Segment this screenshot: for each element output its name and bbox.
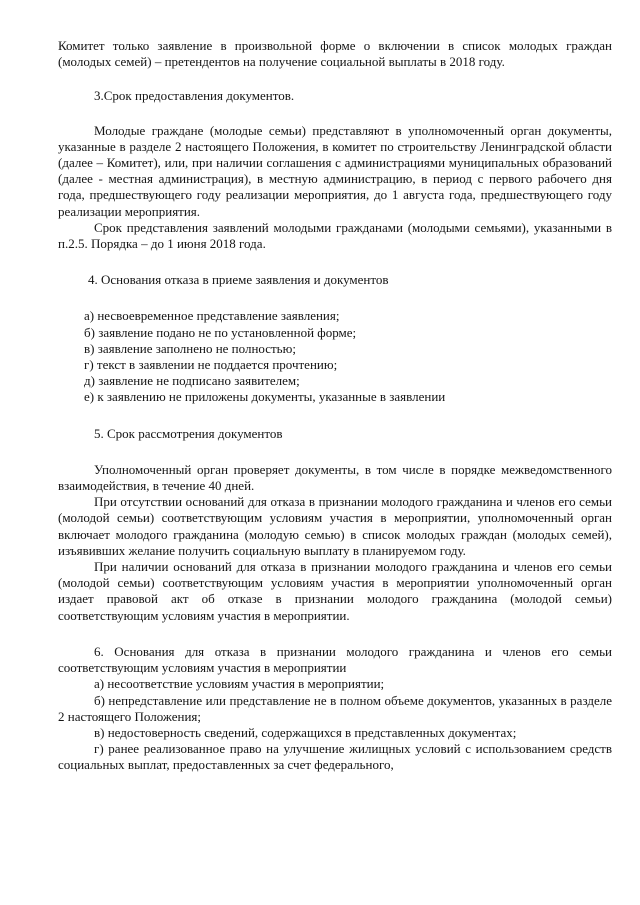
list-item: г) текст в заявлении не поддается прочтению;	[84, 357, 338, 373]
section-3-paragraph-2: Срок представления заявлений молодыми гражданами (молодыми семьями), указанными в п.2.5. Порядка – до 1 июня 2018 года.	[58, 219, 612, 252]
section-5-paragraph-2: При отсутствии оснований для отказа в признании молодого гражданина и членов его семьи (молодой семьи) соответствующим условиям участия в мероприятии, уполномоченный орган включает молодого гражданина (молодую семью) в список молодых граждан (молодых семей), изъявивших желание получить социальную выплату в планируемом году.	[58, 494, 612, 558]
list-item: б) заявление подано не по установленной форме;	[84, 324, 357, 340]
list-item: а) несвоевременное представление заявления;	[84, 308, 340, 324]
section-3-heading: 3.Срок предоставления документов.	[94, 88, 295, 104]
intro-paragraph: Комитет только заявление в произвольной форме о включении в список молодых граждан (молодых семей) – претендентов на получение социальной выплаты в 2018 году.	[58, 38, 612, 70]
section-4-list	[58, 308, 612, 405]
list-item: б) непредставление или представление не в полном объеме документов, указанных в разделе 2 настоящего Положения;	[58, 692, 612, 724]
list-item: в) заявление заполнено не полностью;	[84, 340, 296, 356]
section-3-paragraph-1: Молодые граждане (молодые семьи) представляют в уполномоченный орган документы, указанные в разделе 2 настоящего Положения, в комитет по строительству Ленинградской области (далее – Комитет), или, при наличии соглашения с администрациями муниципальных образований (далее - местная администрация), в местную администрацию, в период с первого рабочего дня года, предшествующего году реализации мероприятия, до 1 августа года, предшествующего году реализации мероприятия.	[58, 122, 612, 219]
section-5-paragraph-1: Уполномоченный орган проверяет документы, в том числе в порядке межведомственного взаимодействия, в течение 40 дней.	[58, 461, 612, 494]
list-item: а) несоответствие условиям участия в мероприятии;	[94, 676, 385, 692]
section-6-heading: 6. Основания для отказа в признании молодого гражданина и членов его семьи соответствующим условиям участия в мероприятии	[58, 643, 612, 676]
list-item: е) к заявлению не приложены документы, указанные в заявлении	[84, 389, 446, 405]
section-4-heading: 4. Основания отказа в приеме заявления и документов	[88, 272, 389, 288]
list-item: д) заявление не подписано заявителем;	[84, 373, 300, 389]
section-5-paragraph-3: При наличии оснований для отказа в признании молодого гражданина и членов его семьи (молодой семьи) соответствующим условиям участия в мероприятии уполномоченный орган издает правовой акт об отказе в признании молодого гражданина (молодой семьи) соответствующим условиям участия в мероприятии.	[58, 559, 612, 623]
section-5-heading: 5. Срок рассмотрения документов	[94, 425, 283, 441]
list-item: в) недостоверность сведений, содержащихся в представленных документах;	[94, 724, 517, 740]
list-item: г) ранее реализованное право на улучшение жилищных условий с использованием средств социальных выплат, предоставленных за счет федерального,	[58, 741, 612, 773]
